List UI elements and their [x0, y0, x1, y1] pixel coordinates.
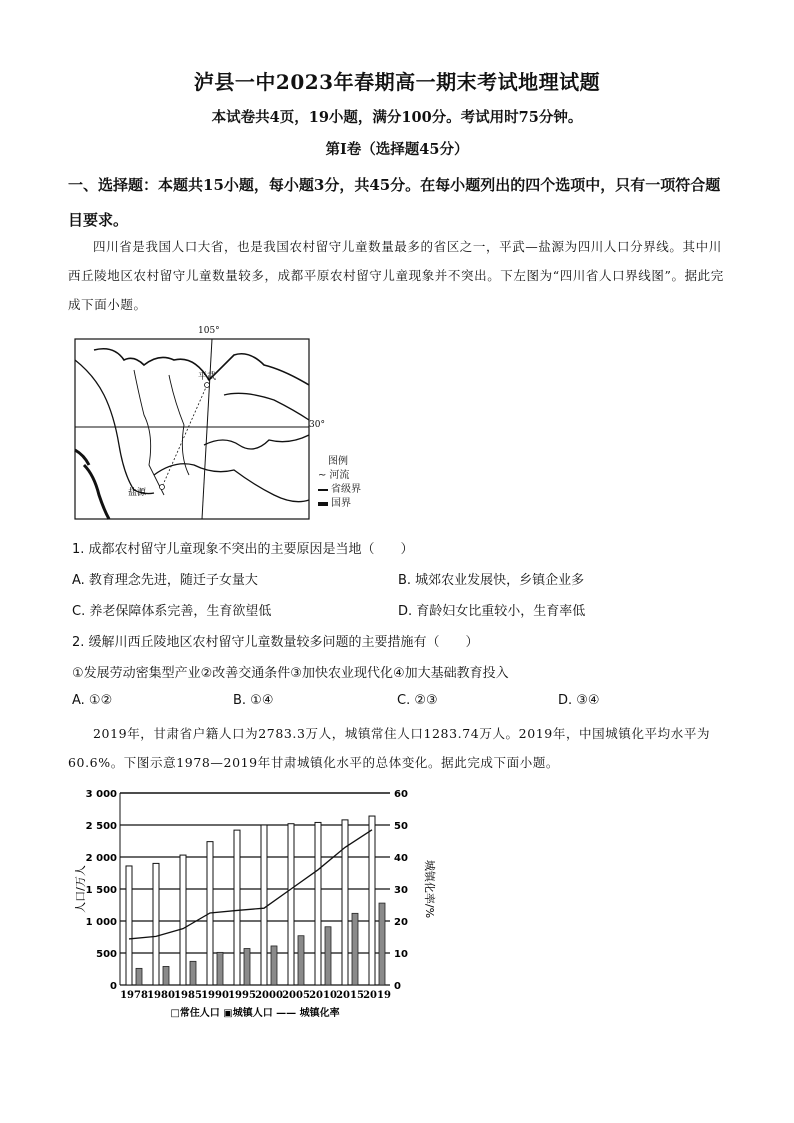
question-2-statements: ①发展劳动密集型产业②改善交通条件③加快农业现代化④加大基础教育投入: [72, 666, 509, 681]
bar-resident-population: [153, 863, 159, 985]
y-tick-label: 2 000: [85, 853, 117, 864]
map-label-pingwu: 平武: [198, 372, 217, 382]
y-tick-label: 1 500: [85, 885, 117, 896]
bar-resident-population: [180, 855, 186, 985]
x-tick-label: 2015: [336, 990, 364, 1001]
y2-tick-label: 60: [394, 789, 408, 800]
bar-urban-population: [352, 913, 358, 985]
y-tick-label: 500: [96, 949, 117, 960]
bar-urban-population: [136, 968, 142, 985]
legend-province-border: 省级界: [331, 484, 361, 495]
y2-tick-label: 20: [394, 917, 408, 928]
y2-tick-label: 0: [394, 981, 401, 992]
map-legend: [318, 455, 361, 511]
question-2-option-a[interactable]: A. ①②: [72, 693, 113, 708]
question-1-option-a[interactable]: A. 教育理念先进，随迁子女量大: [72, 573, 258, 588]
y2-tick-label: 30: [394, 885, 408, 896]
gansu-urbanization-chart: [70, 782, 440, 1022]
bar-urban-population: [217, 952, 223, 985]
x-tick-label: 1985: [174, 990, 202, 1001]
question-2-option-b[interactable]: B. ①④: [233, 693, 274, 708]
bar-resident-population: [126, 866, 132, 985]
y-tick-label: 2 500: [85, 821, 117, 832]
passage-gansu: 2019年，甘肃省户籍人口为2783.3万人，城镇常住人口1283.74万人。2019年，中国城镇化平均水平为60.6%。下图示意1978—2019年甘肃城镇化水平的总体变化。据此完成下面小题。: [68, 726, 711, 770]
exam-info: 本试卷共4页，19小题，满分100分。考试用时75分钟。: [211, 109, 583, 126]
river-icon: ~: [318, 470, 327, 481]
bar-urban-population: [244, 949, 250, 985]
y-tick-label: 3 000: [85, 789, 117, 800]
bar-resident-population: [315, 822, 321, 985]
section-heading: 一、选择题：本题共15小题，每小题3分，共45分。在每小题列出的四个选项中，只有一项符合题目要求。: [68, 176, 721, 229]
question-2-option-d[interactable]: D. ③④: [558, 693, 600, 708]
map-label-yanyuan: 盐源: [128, 488, 147, 498]
bar-urban-population: [379, 903, 385, 985]
sichuan-population-map: [74, 325, 314, 521]
volume-heading: 第Ⅰ卷（选择题45分）: [325, 141, 469, 158]
line-urbanization-rate: [129, 830, 372, 939]
question-1-option-d[interactable]: D. 育龄妇女比重较小，生育率低: [398, 604, 586, 619]
y-tick-label: 1 000: [85, 917, 117, 928]
map-latitude-label: 30°: [309, 420, 325, 430]
legend-river: 河流: [329, 470, 350, 481]
x-tick-label: 1980: [147, 990, 175, 1001]
province-border-icon: [318, 489, 328, 491]
bar-resident-population: [261, 825, 267, 985]
legend-title: 图例: [328, 456, 348, 467]
passage-sichuan: 四川省是我国人口大省，也是我国农村留守儿童数量最多的省区之一，平武—盐源为四川人口分界线。其中川西丘陵地区农村留守儿童数量较多，成都平原农村留守儿童现象并不突出。下左图为“四川省人口界线图”。据此完成下面小题。: [68, 239, 724, 312]
question-2-stem: 2. 缓解川西丘陵地区农村留守儿童数量较多问题的主要措施有（ ）: [72, 635, 479, 650]
question-1-stem: 1. 成都农村留守儿童现象不突出的主要原因是当地（ ）: [72, 542, 414, 557]
bar-resident-population: [234, 830, 240, 985]
bar-urban-population: [298, 936, 304, 985]
y2-tick-label: 50: [394, 821, 408, 832]
y2-tick-label: 10: [394, 949, 408, 960]
bar-resident-population: [369, 816, 375, 985]
question-1-option-b[interactable]: B. 城郊农业发展快，乡镇企业多: [398, 573, 585, 588]
y-tick-label: 0: [110, 981, 117, 992]
map-longitude-label: 105°: [198, 326, 220, 336]
bar-resident-population: [342, 820, 348, 985]
bar-urban-population: [271, 946, 277, 985]
x-tick-label: 2000: [255, 990, 283, 1001]
x-tick-label: 1978: [120, 990, 148, 1001]
y2-axis-label: 城镇化率/%: [423, 859, 436, 919]
bar-urban-population: [325, 927, 331, 985]
bar-urban-population: [163, 966, 169, 985]
bar-urban-population: [190, 961, 196, 985]
x-tick-label: 1990: [201, 990, 229, 1001]
bar-resident-population: [288, 824, 294, 985]
y2-tick-label: 40: [394, 853, 408, 864]
y-axis-label: 人口/万人: [74, 865, 87, 913]
x-tick-label: 1995: [228, 990, 256, 1001]
chart-legend: □常住人口 ▣城镇人口 —— 城镇化率: [170, 1008, 340, 1019]
question-2-option-c[interactable]: C. ②③: [397, 693, 438, 708]
x-tick-label: 2005: [282, 990, 310, 1001]
national-border-icon: [318, 502, 328, 506]
legend-national-border: 国界: [331, 498, 351, 509]
x-tick-label: 2010: [309, 990, 337, 1001]
page-title: 泸县一中2023年春期高一期末考试地理试题: [193, 70, 601, 94]
x-tick-label: 2019: [363, 990, 391, 1001]
question-1-option-c[interactable]: C. 养老保障体系完善，生育欲望低: [72, 604, 272, 619]
